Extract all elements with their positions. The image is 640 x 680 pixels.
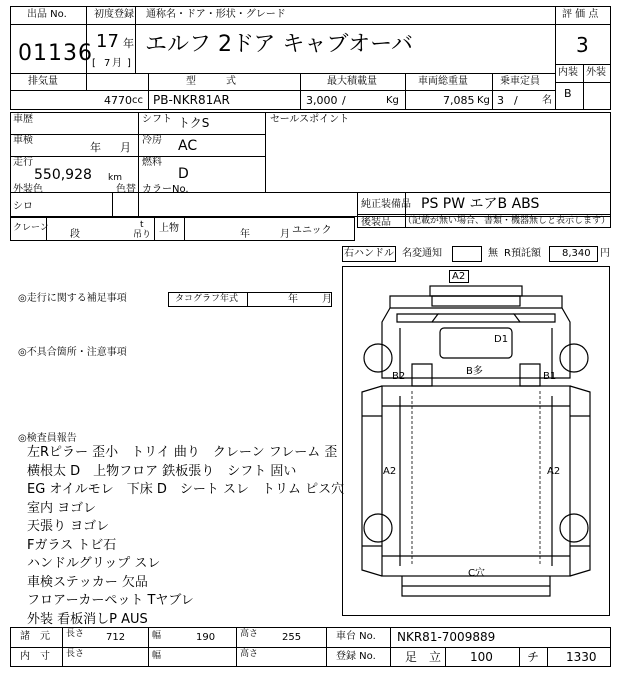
reg-year: 17 [96, 31, 119, 52]
gross-weight: 7,085 [443, 94, 475, 107]
report-line: 外装 看板消しP AUS [27, 611, 148, 627]
width-value: 190 [196, 632, 216, 643]
report-line: Fガラス トビ石 [27, 537, 117, 553]
car-name: エルフ 2ドア キャブオーバ [145, 32, 414, 57]
lot-label: 出品 No. [27, 9, 67, 20]
truck-outline [342, 266, 610, 616]
interior-grade: B [564, 87, 572, 100]
tax-value: 8,340 [562, 248, 591, 259]
mileage: 550,928 [34, 167, 92, 183]
mark-d1: D1 [494, 334, 509, 345]
sales-point-label: セールスポイント [270, 114, 350, 125]
length-value: 712 [106, 632, 126, 643]
report-line: 車検ステッカー 欠品 [27, 574, 148, 590]
reg-label: 初度登録 [94, 9, 134, 20]
report-line: フロアーカーペット Tヤブレ [27, 593, 194, 608]
name-change-box [452, 246, 482, 262]
lot-number: 01136 [18, 41, 93, 66]
capacity: 3 [497, 94, 504, 107]
mark-b2: B2 [392, 371, 406, 382]
reg-month: 7 [104, 58, 111, 69]
reg-kana: チ [527, 650, 540, 664]
shift-value: トクS [178, 116, 210, 130]
overall-score: 3 [576, 33, 589, 57]
reg-class: 100 [470, 650, 493, 664]
report-line: 天張り ヨゴレ [27, 519, 110, 534]
report-line: 横根太 D 上物フロア 鉄板張り シフト 固い [27, 463, 297, 479]
reg-place: 足 立 [405, 650, 442, 664]
mark-b-multi: B多 [466, 366, 483, 377]
fuel-value: D [178, 166, 189, 182]
name-label: 通称名・ドア・形状・グレード [146, 9, 286, 20]
report-line: ハンドルグリップ スレ [27, 556, 161, 571]
displacement: 4770 [104, 94, 132, 107]
mark-c-hole: C穴 [468, 568, 485, 579]
mark-b1: B1 [543, 371, 557, 382]
report-line: 室内 ヨゴレ [27, 500, 97, 516]
report-line: 左Rピラー 歪小 トリイ 曲り クレーン フレーム 歪 [27, 445, 338, 460]
grade-label: 評 価 点 [562, 9, 599, 20]
ac-value: AC [178, 138, 198, 154]
height-value: 255 [282, 632, 302, 643]
report-line: EG オイルモレ 下床 D シート スレ トリム ピス穴 [27, 482, 345, 497]
mark-a2-right: A2 [547, 466, 561, 477]
mark-a2-left: A2 [383, 466, 397, 477]
inspector-report-label: ◎検査員報告 [18, 433, 77, 444]
model-code: PB-NKR81AR [153, 93, 230, 107]
equipment-value: PS PW エアB ABS [421, 196, 540, 212]
reg-number: 1330 [566, 650, 597, 664]
chassis-no: NKR81-7009889 [397, 630, 496, 644]
run-notes-label: ◎走行に関する補足事項 [18, 293, 127, 304]
max-load: 3,000 [306, 94, 338, 107]
color-value: シロ [13, 201, 33, 212]
upper-maker: ユニック [292, 225, 332, 236]
defect-notes-label: ◎不具合箇所・注意事項 [18, 347, 127, 358]
